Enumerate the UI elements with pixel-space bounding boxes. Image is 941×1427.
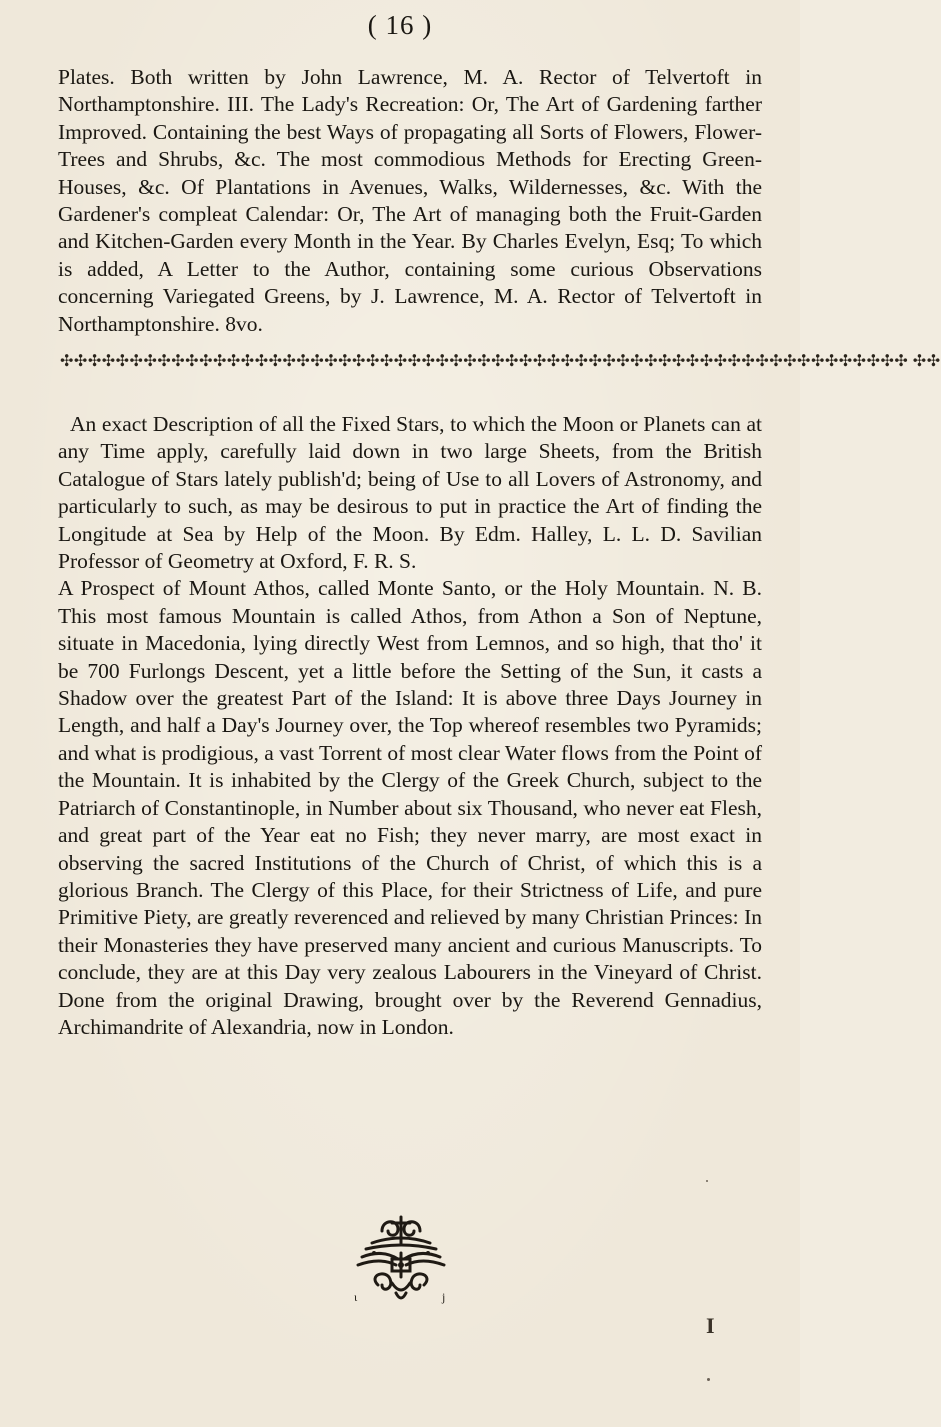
intro-text: Plates. Both written by John Lawrence, M. A. Rector of Telvertoft in Northamptonshire. III. The Lady's Recreation: Or, The Art of Gardening farther Improved. Containing the best Ways of propagating all Sorts of Flowers, Flower-Trees and Shrubs, &c. The most commodious Methods for Erecting Green-Houses, &c. Of Plantations in Avenues, Walks, Wildernesses, &c. With the Gardener's compleat Calendar: Or, The Art of managing both the Fruit-Garden and Kitchen-Garden every Month in the Year. By Charles Evelyn, Esq; To which is added, A Letter to the Author, containing some curious Observations concerning Variegated Greens, by J. Lawrence, M. A. Rector of Telvertoft in Northamptonshire. 8vo.	[58, 65, 762, 336]
entry-fixed-stars: An exact Description of all the Fixed Stars, to which the Moon or Planets can at any Time apply, carefully laid down in two large Sheets, from the British Catalogue of Stars lately publish'd; being of Use to all Lovers of Astronomy, and particularly to such, as may be desirous to put in practice the Art of finding the Longitude at Sea by Help of the Moon. By Edm. Halley, L. L. D. Savilian Professor of Geometry at Oxford, F. R. S.	[58, 412, 762, 574]
ornamental-rule: ✣✣✣✣✣✣✣✣✣✣✣✣✣✣✣✣✣✣✣✣✣✣✣✣✣✣✣✣✣✣✣✣✣✣✣✣✣✣✣✣✣✣✣✣✣✣✣✣✣✣✣✣✣✣✣✣✣✣✣✣✣ ✣✣	[60, 353, 941, 370]
svg-text:j: j	[442, 1290, 446, 1304]
svg-text:ι: ι	[354, 1290, 358, 1304]
paper-speck	[707, 1378, 710, 1381]
entry-mount-athos: A Prospect of Mount Athos, called Monte Santo, or the Holy Mountain. N. B. This most famous Mountain is called Athos, from Athon a Son of Neptune, situate in Macedonia, lying directly West from Lemnos, and so high, that tho' it be 700 Furlongs Descent, yet a little before the Setting of the Sun, it casts a Shadow over the greatest Part of the Island: It is above three Days Journey in Length, and half a Day's Journey over, the Top whereof resembles two Pyramids; and what is prodigious, a vast Torrent of most clear Water flows from the Point of the Mountain. It is inhabited by the Clergy of the Greek Church, subject to the Patriarch of Constantinople, in Number about six Thousand, who never eat Flesh, and great part of the Year eat no Fish; they never marry, are most exact in observing the sacred Institutions of the Church of Christ, of which this is a glorious Branch. The Clergy of this Place, for their Strictness of Life, and pure Primitive Piety, are greatly reverenced and relieved by many Christian Princes: In their Monasteries they have preserved many ancient and curious Manuscripts. To conclude, they are at this Day very zealous Labourers in the Vineyard of Christ. Done from the original Drawing, brought over by the Reverend Gennadius, Archimandrite of Alexandria, now in London.	[58, 576, 762, 1039]
catalogue-entry-intro	[58, 64, 762, 338]
signature-mark: I	[706, 1313, 715, 1338]
paper-speck	[706, 1180, 708, 1182]
fleuron-ornament-icon	[352, 1213, 450, 1309]
catalogue-entries	[58, 411, 762, 1041]
page-number: ( 16 )	[367, 10, 433, 40]
